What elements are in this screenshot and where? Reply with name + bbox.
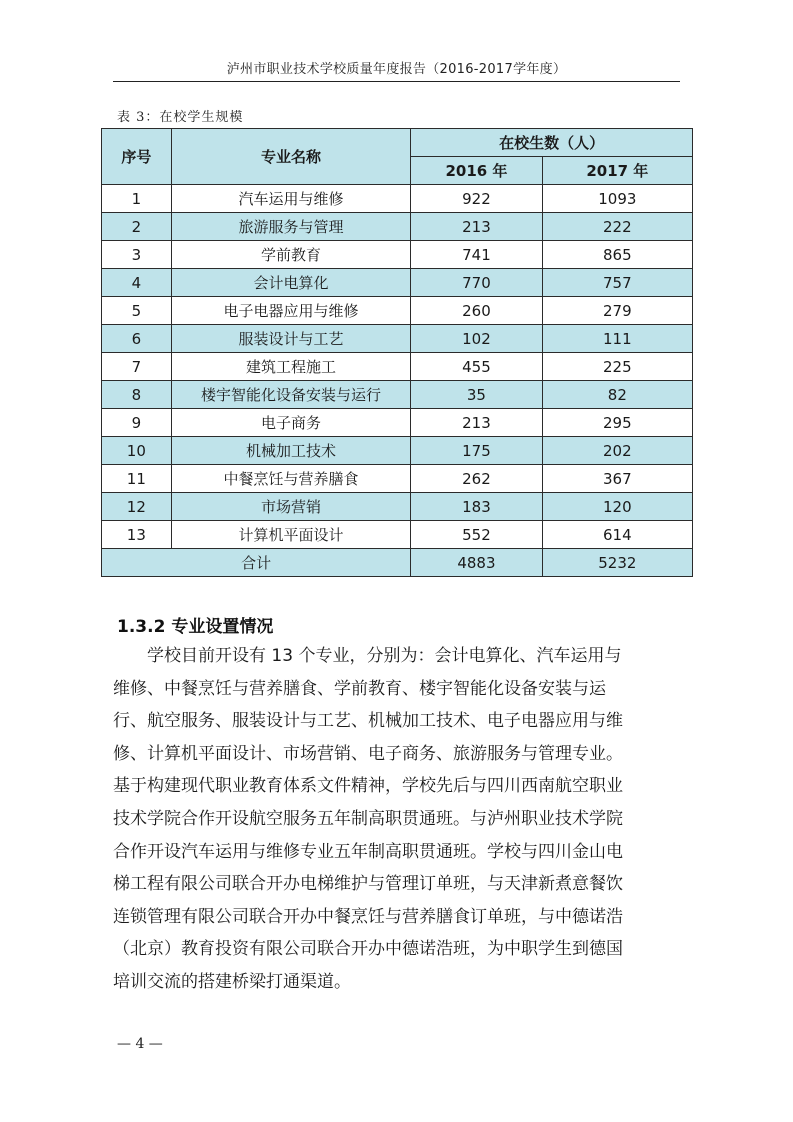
table-row xyxy=(102,521,693,549)
row-major-cell: 建筑工程施工 xyxy=(171,353,411,381)
table-row xyxy=(102,381,693,409)
row-2016-cell: 741 xyxy=(411,241,542,269)
table-row xyxy=(102,297,693,325)
table-row xyxy=(102,185,693,213)
row-2016-cell: 770 xyxy=(411,269,542,297)
row-index-cell: 11 xyxy=(102,465,172,493)
paragraph-line: 基于构建现代职业教育体系文件精神，学校先后与四川西南航空职业 xyxy=(113,776,623,797)
row-major-cell: 电子商务 xyxy=(171,409,411,437)
table-row xyxy=(102,325,693,353)
table-row xyxy=(102,213,693,241)
row-major-cell: 楼宇智能化设备安装与运行 xyxy=(171,381,411,409)
table-caption: 表 3：在校学生规模 xyxy=(117,110,244,125)
paragraph-line: 行、航空服务、服装设计与工艺、机械加工技术、电子电器应用与维 xyxy=(113,711,623,732)
row-major-cell: 计算机平面设计 xyxy=(171,521,411,549)
row-index-cell: 7 xyxy=(102,353,172,381)
paragraph-line: 梯工程有限公司联合开办电梯维护与管理订单班，与天津新煮意餐饮 xyxy=(113,874,623,895)
row-major-cell: 学前教育 xyxy=(171,241,411,269)
paragraph-line: 修、计算机平面设计、市场营销、电子商务、旅游服务与管理专业。 xyxy=(113,743,623,764)
table-row xyxy=(102,241,693,269)
row-2017-cell: 82 xyxy=(542,381,692,409)
paragraph-line: 合作开设汽车运用与维修专业五年制高职贯通班。学校与四川金山电 xyxy=(113,841,623,862)
paragraph-line: 培训交流的搭建桥梁打通渠道。 xyxy=(113,971,351,992)
row-2017-cell: 865 xyxy=(542,241,692,269)
row-index-cell: 13 xyxy=(102,521,172,549)
table-body xyxy=(102,185,693,549)
row-index-cell: 9 xyxy=(102,409,172,437)
row-index-cell: 6 xyxy=(102,325,172,353)
running-header: 泸州市职业技术学校质量年度报告（2016-2017学年度） xyxy=(226,62,567,77)
row-2016-cell: 455 xyxy=(411,353,542,381)
row-2017-cell: 225 xyxy=(542,353,692,381)
row-major-cell: 旅游服务与管理 xyxy=(171,213,411,241)
total-2016: 4883 xyxy=(411,549,542,577)
row-major-cell: 会计电算化 xyxy=(171,269,411,297)
row-2017-cell: 222 xyxy=(542,213,692,241)
row-2016-cell: 213 xyxy=(411,409,542,437)
total-label: 合计 xyxy=(102,549,411,577)
row-2017-cell: 202 xyxy=(542,437,692,465)
total-row xyxy=(102,549,693,577)
row-2016-cell: 35 xyxy=(411,381,542,409)
row-2016-cell: 922 xyxy=(411,185,542,213)
table-row xyxy=(102,465,693,493)
enrollment-table xyxy=(101,128,693,577)
header-rule xyxy=(113,81,680,82)
table-row xyxy=(102,409,693,437)
row-2017-cell: 614 xyxy=(542,521,692,549)
page-number: — 4 — xyxy=(117,1036,163,1052)
row-2016-cell: 183 xyxy=(411,493,542,521)
paragraph-line: 学校目前开设有 13 个专业，分别为：会计电算化、汽车运用与 xyxy=(147,646,622,666)
section-title: 1.3.2 专业设置情况 xyxy=(117,617,274,637)
row-index-cell: 8 xyxy=(102,381,172,409)
header-enrollment-group: 在校生数（人） xyxy=(411,129,693,157)
row-2017-cell: 295 xyxy=(542,409,692,437)
total-2017: 5232 xyxy=(542,549,692,577)
row-major-cell: 市场营销 xyxy=(171,493,411,521)
row-index-cell: 1 xyxy=(102,185,172,213)
body-paragraph xyxy=(113,640,681,999)
row-2017-cell: 279 xyxy=(542,297,692,325)
header-index: 序号 xyxy=(102,129,172,185)
paragraph-line: 维修、中餐烹饪与营养膳食、学前教育、楼宇智能化设备安装与运 xyxy=(113,678,606,699)
row-2016-cell: 102 xyxy=(411,325,542,353)
row-2017-cell: 120 xyxy=(542,493,692,521)
paragraph-line: 技术学院合作开设航空服务五年制高职贯通班。与泸州职业技术学院 xyxy=(113,808,623,829)
row-index-cell: 12 xyxy=(102,493,172,521)
row-2016-cell: 175 xyxy=(411,437,542,465)
table-row xyxy=(102,269,693,297)
table-row xyxy=(102,353,693,381)
row-major-cell: 汽车运用与维修 xyxy=(171,185,411,213)
row-index-cell: 4 xyxy=(102,269,172,297)
paragraph-line: （北京）教育投资有限公司联合开办中德诺浩班，为中职学生到德国 xyxy=(113,939,623,960)
row-2017-cell: 1093 xyxy=(542,185,692,213)
row-major-cell: 机械加工技术 xyxy=(171,437,411,465)
header-2016: 2016 年 xyxy=(411,157,542,185)
row-index-cell: 2 xyxy=(102,213,172,241)
row-major-cell: 电子电器应用与维修 xyxy=(171,297,411,325)
row-2017-cell: 367 xyxy=(542,465,692,493)
row-2016-cell: 262 xyxy=(411,465,542,493)
row-2017-cell: 757 xyxy=(542,269,692,297)
row-2017-cell: 111 xyxy=(542,325,692,353)
table-row xyxy=(102,493,693,521)
row-index-cell: 10 xyxy=(102,437,172,465)
paragraph-line: 连锁管理有限公司联合开办中餐烹饪与营养膳食订单班，与中德诺浩 xyxy=(113,906,623,927)
row-2016-cell: 260 xyxy=(411,297,542,325)
table-row xyxy=(102,437,693,465)
row-2016-cell: 213 xyxy=(411,213,542,241)
row-index-cell: 3 xyxy=(102,241,172,269)
row-major-cell: 中餐烹饪与营养膳食 xyxy=(171,465,411,493)
header-major-name: 专业名称 xyxy=(171,129,411,185)
row-2016-cell: 552 xyxy=(411,521,542,549)
row-index-cell: 5 xyxy=(102,297,172,325)
row-major-cell: 服装设计与工艺 xyxy=(171,325,411,353)
header-2017: 2017 年 xyxy=(542,157,692,185)
